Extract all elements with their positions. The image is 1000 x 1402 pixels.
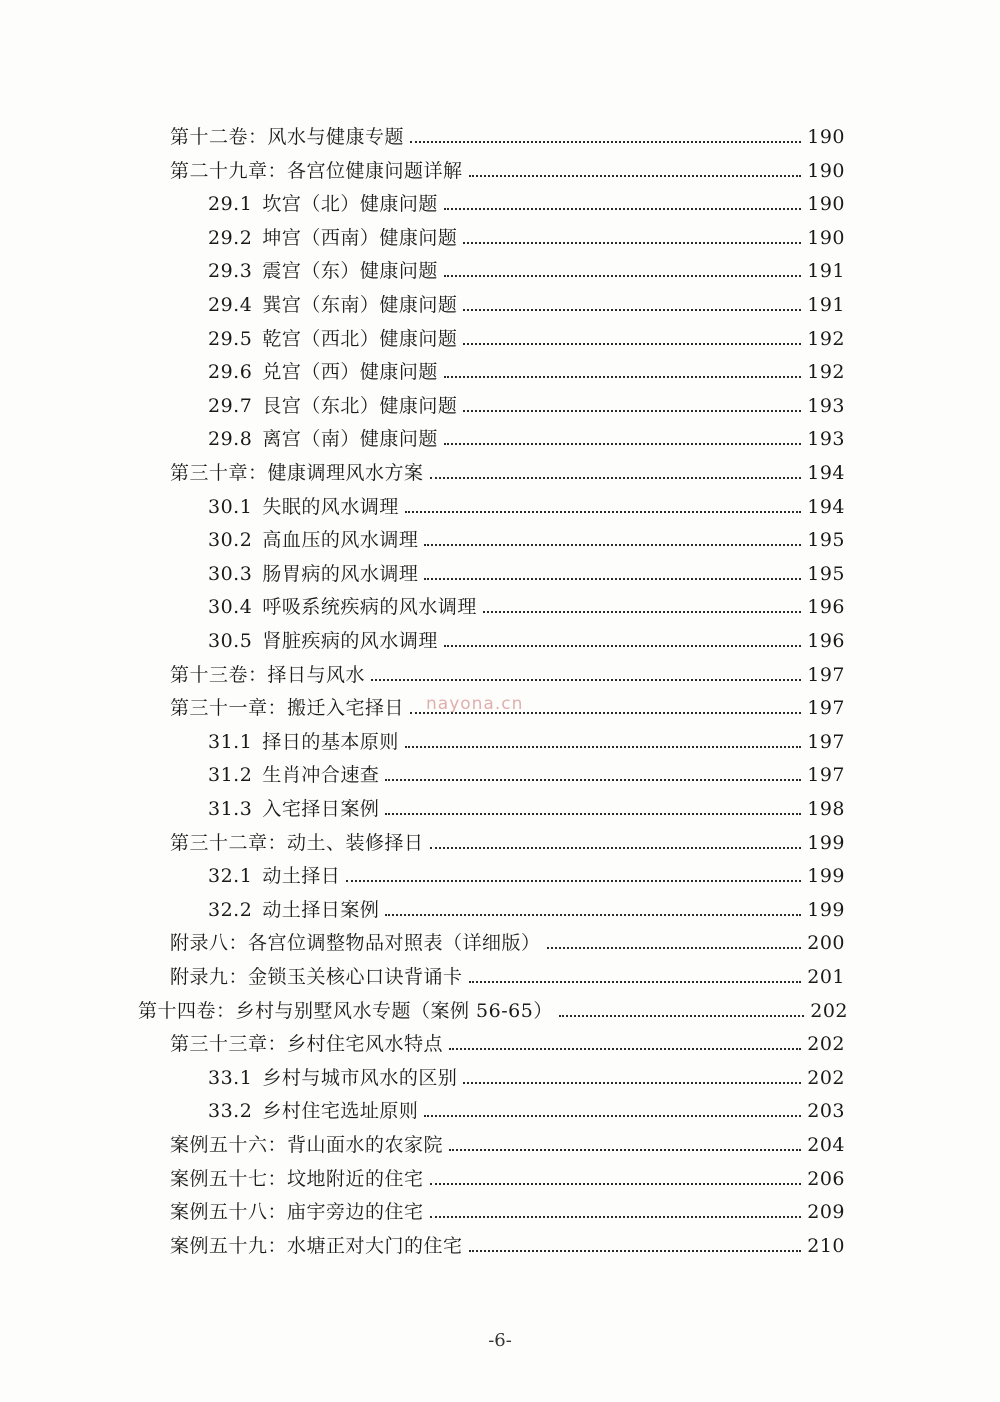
toc-entry[interactable] <box>138 989 848 1023</box>
toc-entry-page: 196 <box>807 630 845 652</box>
toc-entry-number: 29.7 <box>208 394 253 417</box>
toc-entry-title <box>170 1133 443 1157</box>
toc-entry-title <box>208 327 457 351</box>
toc-entry-page: 197 <box>807 697 845 720</box>
toc-entry-page: 202 <box>810 999 848 1022</box>
toc-entry-text: 第三十二章：动土、装修择日 <box>170 831 424 854</box>
toc-entry-title <box>208 629 438 653</box>
toc-entry-page: 210 <box>807 1234 845 1257</box>
toc-entry-text: 艮宫（东北）健康问题 <box>262 394 458 417</box>
dot-leader <box>424 578 801 580</box>
toc-entry-number: 30.2 <box>208 529 253 552</box>
dot-leader <box>463 410 801 412</box>
toc-entry[interactable] <box>170 653 845 687</box>
toc-entry-title <box>208 192 438 216</box>
toc-entry-title <box>208 898 379 922</box>
toc-entry-title <box>208 528 418 552</box>
dot-leader <box>430 1183 802 1185</box>
dot-leader <box>463 343 801 345</box>
toc-entry-title <box>138 999 553 1023</box>
toc-entry-text: 第三十章：健康调理风水方案 <box>170 462 424 484</box>
toc-entry[interactable] <box>208 518 845 552</box>
toc-entry-page: 197 <box>807 730 845 753</box>
toc-entry-text: 第十二卷：风水与健康专题 <box>170 126 405 148</box>
toc-entry[interactable] <box>208 888 845 922</box>
toc-entry-number: 31.3 <box>208 798 253 820</box>
toc-entry-text: 兑宫（西）健康问题 <box>262 361 438 384</box>
toc-entry-text: 附录八：各宫位调整物品对照表（详细版） <box>170 932 541 955</box>
toc-entry-text: 动土择日 <box>262 865 341 888</box>
dot-leader <box>449 1048 801 1050</box>
toc-entry-text: 第三十一章：搬迁入宅择日 <box>170 697 405 720</box>
toc-entry-text: 坤宫（西南）健康问题 <box>262 226 458 249</box>
toc-entry-title <box>170 461 424 485</box>
toc-entry-text: 离宫（南）健康问题 <box>262 428 438 451</box>
toc-entry-page: 197 <box>807 764 845 787</box>
dot-leader <box>469 1250 802 1252</box>
toc-entry-number: 33.1 <box>208 1066 253 1089</box>
toc-entry-text: 第二十九章：各宫位健康问题详解 <box>170 159 463 182</box>
toc-entry[interactable] <box>208 384 845 418</box>
toc-entry[interactable] <box>208 182 845 216</box>
dot-leader <box>547 947 802 949</box>
toc-entry[interactable] <box>170 149 845 183</box>
toc-entry-text: 入宅择日案例 <box>262 798 380 820</box>
toc-entry[interactable] <box>170 1157 845 1191</box>
dot-leader <box>346 880 801 882</box>
dot-leader <box>469 175 802 177</box>
watermark: nayona.cn <box>426 694 524 714</box>
toc-entry-title <box>170 125 404 149</box>
toc-entry[interactable] <box>208 619 845 653</box>
toc-entry-page: 206 <box>807 1167 845 1190</box>
dot-leader <box>559 1015 804 1017</box>
dot-leader <box>410 141 801 143</box>
toc-entry-page: 194 <box>807 495 845 518</box>
toc-entry-text: 坎宫（北）健康问题 <box>262 193 438 216</box>
toc-entry-title <box>208 226 457 250</box>
toc-entry-number: 32.2 <box>208 898 253 921</box>
toc-entry-page: 199 <box>807 865 845 888</box>
toc-entry[interactable] <box>170 1022 845 1056</box>
dot-leader <box>405 746 801 748</box>
toc-entry-page: 200 <box>807 932 845 955</box>
toc-entry-title <box>208 730 399 754</box>
toc-entry-text: 失眠的风水调理 <box>262 495 399 518</box>
toc-entry-title <box>208 427 438 451</box>
toc-entry-title <box>170 965 463 989</box>
toc-entry-text: 乡村与城市风水的区别 <box>262 1066 458 1089</box>
toc-entry-title <box>208 797 379 821</box>
toc-entry-title <box>170 931 541 955</box>
toc-entry-number: 30.5 <box>208 630 253 652</box>
toc-entry[interactable] <box>208 720 845 754</box>
toc-entry[interactable] <box>170 921 845 955</box>
toc-entry-title <box>170 159 463 183</box>
toc-entry[interactable] <box>170 821 845 855</box>
toc-entry-text: 第十四卷：乡村与别墅风水专题（案例 56-65） <box>138 999 553 1022</box>
toc-entry[interactable] <box>170 955 845 989</box>
toc-entry-page: 192 <box>807 361 845 384</box>
toc-entry[interactable] <box>208 1089 845 1123</box>
toc-entry-text: 高血压的风水调理 <box>262 529 419 552</box>
toc-entry-page: 192 <box>807 327 845 350</box>
toc-entry-title <box>208 864 340 888</box>
toc-entry[interactable] <box>208 216 845 250</box>
toc-entry-page: 191 <box>807 294 845 316</box>
toc-entry-text: 案例五十九：水塘正对大门的住宅 <box>170 1234 463 1257</box>
toc-entry-title <box>170 1200 424 1224</box>
toc-entry-text: 案例五十六：背山面水的农家院 <box>170 1134 444 1156</box>
toc-entry[interactable] <box>208 1056 845 1090</box>
toc-entry-number: 31.1 <box>208 730 253 753</box>
toc-entry-number: 29.1 <box>208 193 253 216</box>
toc-entry-title <box>170 831 424 855</box>
toc-entry-title <box>208 562 418 586</box>
toc-entry-number: 29.2 <box>208 226 253 249</box>
toc-entry-number: 29.4 <box>208 294 253 316</box>
toc-entry-text: 肾脏疾病的风水调理 <box>262 630 438 652</box>
dot-leader <box>444 443 801 445</box>
toc-entry-title <box>208 360 438 384</box>
toc-entry-title <box>208 394 457 418</box>
toc-entry-text: 肠胃病的风水调理 <box>262 562 419 585</box>
toc-entry-title <box>170 696 404 720</box>
toc-entry[interactable] <box>208 249 845 283</box>
toc-entry-text: 择日的基本原则 <box>262 730 399 753</box>
toc-entry-page: 190 <box>807 193 845 216</box>
dot-leader <box>469 981 802 983</box>
toc-entry[interactable] <box>208 283 845 317</box>
toc-entry-number: 30.4 <box>208 596 253 619</box>
dot-leader <box>385 813 801 815</box>
toc-entry-page: 191 <box>807 260 845 283</box>
toc-entry[interactable] <box>170 115 845 149</box>
toc-entry-page: 193 <box>807 428 845 451</box>
dot-leader <box>424 1115 801 1117</box>
toc-entry[interactable] <box>170 451 845 485</box>
toc-entry-page: 201 <box>807 966 845 988</box>
toc-entry-text: 震宫（东）健康问题 <box>262 260 438 283</box>
toc-entry[interactable] <box>170 1123 845 1157</box>
toc-entry-title <box>208 293 457 317</box>
toc-entry[interactable] <box>208 585 845 619</box>
dot-leader <box>424 544 801 546</box>
toc-entry-title <box>208 495 399 519</box>
toc-entry-page: 196 <box>807 596 845 619</box>
toc-entry-page: 195 <box>807 529 845 552</box>
toc-entry-number: 30.3 <box>208 562 253 585</box>
toc-entry-text: 案例五十七：坟地附近的住宅 <box>170 1167 424 1190</box>
toc-entry-number: 31.2 <box>208 764 253 787</box>
dot-leader <box>385 914 801 916</box>
dot-leader <box>463 1082 801 1084</box>
toc-entry-text: 呼吸系统疾病的风水调理 <box>262 596 477 619</box>
toc-entry-page: 198 <box>807 798 845 820</box>
toc-entry-page: 190 <box>807 226 845 249</box>
dot-leader <box>463 242 801 244</box>
toc-entry-text: 乡村住宅选址原则 <box>262 1100 419 1123</box>
toc-entry-title <box>170 1167 424 1191</box>
toc-entry[interactable] <box>170 1190 845 1224</box>
toc-entry-title <box>170 1234 463 1258</box>
toc-entry-text: 案例五十八：庙宇旁边的住宅 <box>170 1201 424 1224</box>
toc-entry[interactable] <box>208 854 845 888</box>
toc-entry-text: 乾宫（西北）健康问题 <box>262 327 458 350</box>
toc-entry[interactable] <box>170 1224 845 1258</box>
toc-entry-number: 30.1 <box>208 495 253 518</box>
toc-entry-page: 193 <box>807 394 845 417</box>
toc-entry-page: 204 <box>807 1134 845 1156</box>
toc-entry-text: 第三十三章：乡村住宅风水特点 <box>170 1033 444 1056</box>
toc-entry[interactable] <box>208 485 845 519</box>
toc-entry-text: 动土择日案例 <box>262 898 380 921</box>
toc-entry[interactable] <box>208 350 845 384</box>
dot-leader <box>444 376 801 378</box>
dot-leader <box>430 477 802 479</box>
toc-entry[interactable] <box>208 787 845 821</box>
dot-leader <box>405 511 801 513</box>
dot-leader <box>430 1216 802 1218</box>
toc-entry-title <box>208 1066 457 1090</box>
toc-entry-number: 33.2 <box>208 1100 253 1123</box>
toc-entry-number: 29.3 <box>208 260 253 283</box>
toc-entry-page: 195 <box>807 562 845 585</box>
dot-leader <box>483 611 801 613</box>
dot-leader <box>444 208 801 210</box>
toc-entry-title <box>208 763 379 787</box>
toc-entry-page: 199 <box>807 831 845 854</box>
toc-entry-text: 生肖冲合速查 <box>262 764 380 787</box>
toc-entry-page: 197 <box>807 663 845 686</box>
toc-entry-title <box>170 663 365 687</box>
dot-leader <box>463 309 801 311</box>
dot-leader <box>444 275 801 277</box>
dot-leader <box>385 779 801 781</box>
toc-entry-page: 199 <box>807 898 845 921</box>
toc-entry-text: 附录九：金锁玉关核心口诀背诵卡 <box>170 966 463 988</box>
toc-entry[interactable] <box>208 552 845 586</box>
toc-entry-page: 194 <box>807 462 845 484</box>
toc-entry-page: 190 <box>807 126 845 148</box>
dot-leader <box>430 847 802 849</box>
dot-leader <box>444 645 801 647</box>
toc-entry-number: 32.1 <box>208 865 253 888</box>
toc-entry-title <box>208 259 438 283</box>
page-number: -6- <box>488 1330 512 1351</box>
toc-entry[interactable] <box>208 417 845 451</box>
toc-entry-title <box>170 1032 443 1056</box>
toc-entry-text: 巽宫（东南）健康问题 <box>262 294 458 316</box>
toc-entry-page: 209 <box>807 1201 845 1224</box>
toc-entry[interactable] <box>208 317 845 351</box>
dot-leader <box>449 1149 801 1151</box>
toc-entry-title <box>208 1099 418 1123</box>
toc-entry-page: 190 <box>807 159 845 182</box>
toc-entry-page: 202 <box>807 1066 845 1089</box>
toc-entry-text: 第十三卷：择日与风水 <box>170 663 366 686</box>
toc-entry-number: 29.6 <box>208 361 253 384</box>
toc-entry-number: 29.5 <box>208 327 253 350</box>
toc-entry-page: 202 <box>807 1033 845 1056</box>
toc-entry-page: 203 <box>807 1100 845 1123</box>
toc-entry[interactable] <box>208 753 845 787</box>
toc-entry-title <box>208 595 477 619</box>
dot-leader <box>371 679 801 681</box>
toc-entry-number: 29.8 <box>208 428 253 451</box>
